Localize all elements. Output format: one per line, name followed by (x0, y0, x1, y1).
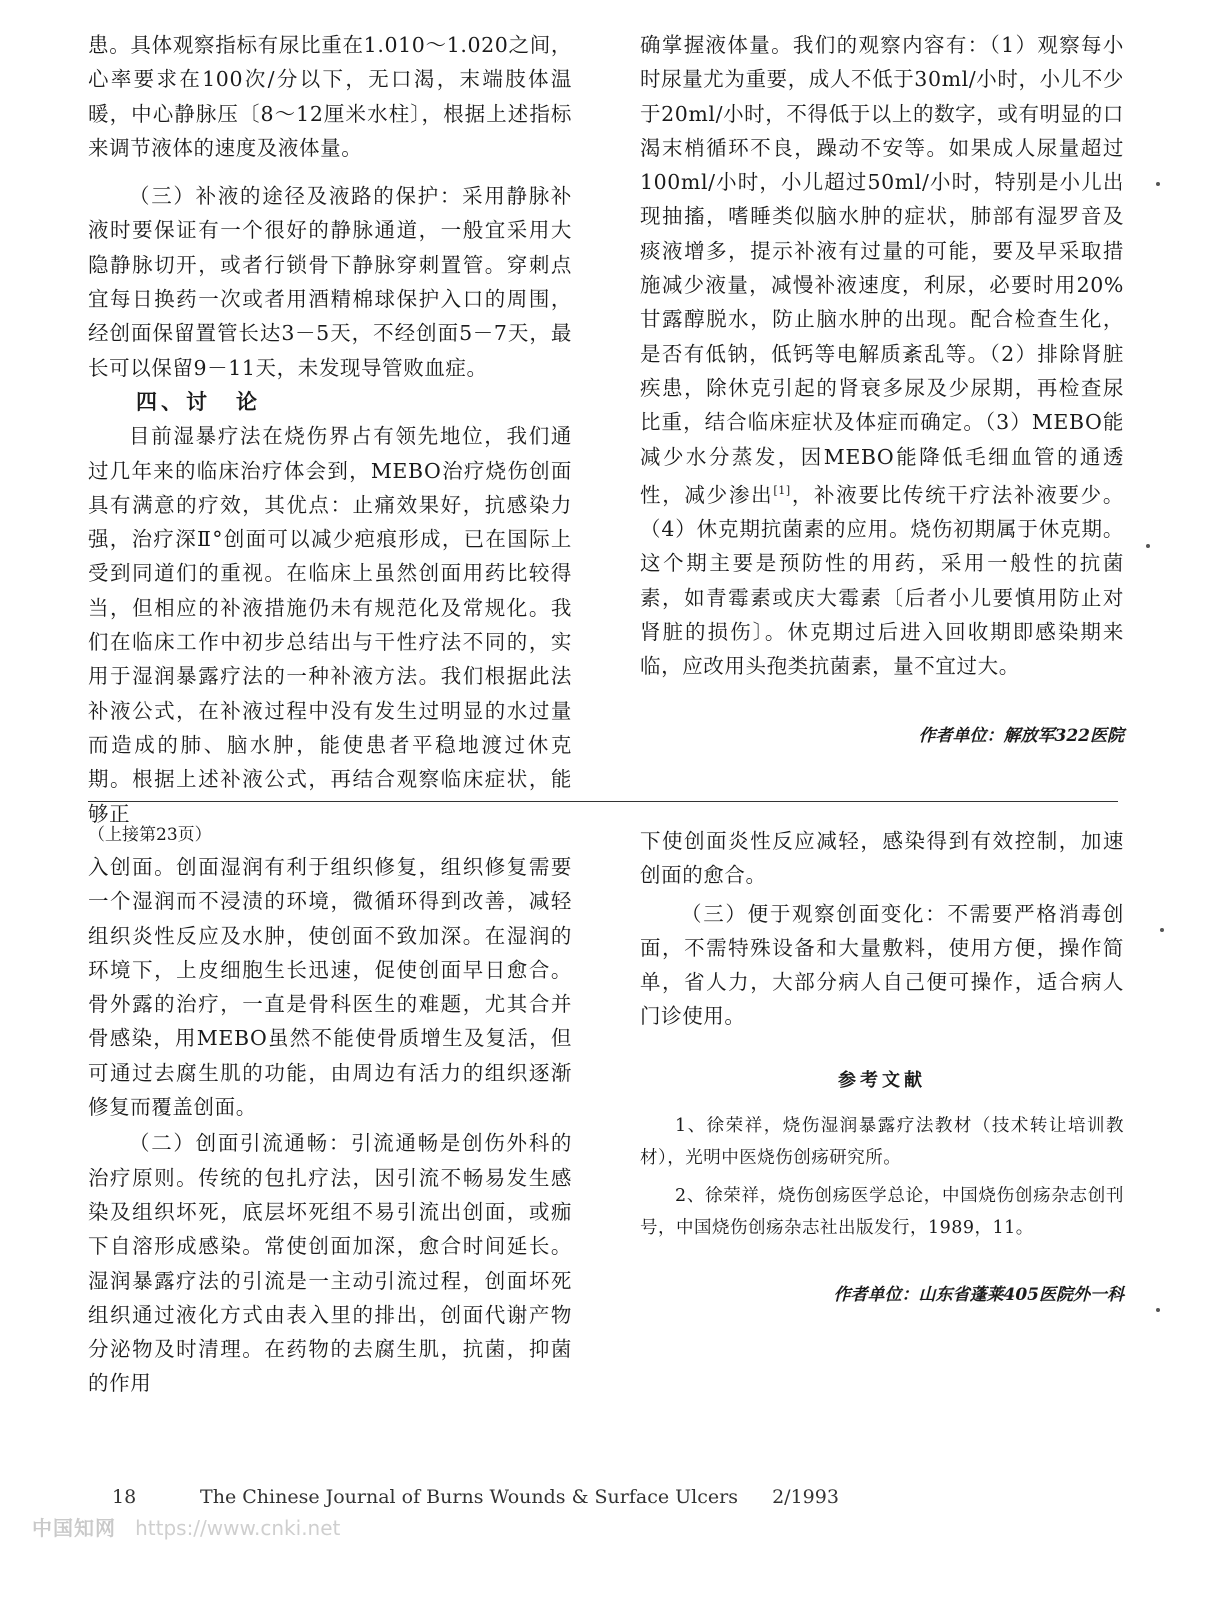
page-number: 18 (112, 1486, 137, 1508)
reference-item-1: 1、徐荣祥，烧伤湿润暴露疗法教材（技术转让培训教材），光明中医烧伤创疡研究所。 (640, 1115, 1124, 1168)
reference-item-2: 2、徐荣祥，烧伤创疡医学总论，中国烧伤创疡杂志创刊号，中国烧伤创疡杂志社出版发行，1989，11。 (640, 1185, 1124, 1238)
upper-right-text-part1: 确掌握液体量。我们的观察内容有：（1）观察每小时尿量尤为重要，成人不低于30ml/小时，小儿不少于20ml/小时，不得低于以上的数字，或有明显的口渴末梢循环不良，躁动不安等。如果成人尿量超过100ml/小时，小儿超过50ml/小时，特别是小儿出现抽搐，嗜睡类似脑水肿的症状，肺部有湿罗音及痰液增多，提示补液有过量的可能，要及早采取措施减少液量，减慢补液速度，利尿，必要时用20%甘露醇脱水，防止脑水肿的出现。配合检查生化，是否有低钠，低钙等电解质紊乱等。（2）排除肾脏疾患，除休克引起的肾衰多尿及少尿期，再检查尿比重，结合临床症状及体症而确定。（3）MEBO能减少水分蒸发，因MEBO能降低毛细血管的通透性，减少渗出 (640, 33, 1124, 507)
citation-ref-1: [1] (773, 483, 791, 497)
upper-left-paragraph-2: （三）补液的途径及液路的保护：采用静脉补液时要保证有一个很好的静脉通道，一般宜采用大隐静脉切开，或者行锁骨下静脉穿刺置管。穿刺点宜每日换药一次或者用酒精棉球保护入口的周围，经创面保留置管长达3－5天，不经创面5－7天，最长可以保留9－11天，未发现导管败血症。 (88, 184, 572, 380)
lower-affiliation: 作者单位：山东省蓬莱405医院外一科 (833, 1284, 1124, 1305)
journal-name: The Chinese Journal of Burns Wounds & Surface Ulcers (200, 1486, 738, 1508)
issue-number: 2/1993 (772, 1486, 839, 1508)
upper-right-paragraph (640, 28, 1124, 683)
lower-left-column (88, 820, 572, 1401)
lower-right-column (640, 824, 1124, 1305)
page-footer (112, 1486, 839, 1508)
scan-speck (1156, 1308, 1160, 1312)
watermark-url: https://www.cnki.net (135, 1516, 341, 1540)
lower-right-paragraph-1: 下使创面炎性反应减轻，感染得到有效控制，加速创面的愈合。 (640, 829, 1124, 888)
continued-from-label: （上接第23页） (88, 825, 212, 845)
lower-left-paragraph-2: （二）创面引流通畅：引流通畅是创伤外科的治疗原则。传统的包扎疗法，因引流不畅易发生感染及组织坏死，底层坏死组不易引流出创面，或痂下自溶形成感染。常使创面加深，愈合时间延长。湿润暴露疗法的引流是一主动引流过程，创面坏死组织通过液化方式由表入里的排出，创面代谢产物分泌物及时清理。在药物的去腐生肌，抗菌，抑菌的作用 (88, 1131, 572, 1396)
cnki-watermark (32, 1512, 340, 1541)
lower-right-paragraph-2: （三）便于观察创面变化：不需要严格消毒创面，不需特殊设备和大量敷料，使用方便，操作简单，省人力，大部分病人自己便可操作，适合病人门诊使用。 (640, 901, 1124, 1029)
scan-speck (1156, 182, 1160, 186)
upper-right-text-part2: ，补液要比传统干疗法补液要少。（4）休克期抗菌素的应用。烧伤初期属于休克期。这个期主要是预防性的用药，采用一般性的抗菌素，如青霉素或庆大霉素〔后者小儿要慎用防止对肾脏的损伤〕。休克期过后进入回收期即感染期来临，应改用头孢类抗菌素，量不宜过大。 (640, 482, 1125, 679)
scan-speck (1146, 544, 1150, 548)
lower-left-paragraph-1: 入创面。创面湿润有利于组织修复，组织修复需要一个湿润而不浸渍的环境，微循环得到改善，减轻组织炎性反应及水肿，使创面不致加深。在湿润的环境下，上皮细胞生长迅速，促使创面早日愈合。骨外露的治疗，一直是骨科医生的难题，尤其合并骨感染，用MEBO虽然不能使骨质增生及复活，但可通过去腐生肌的功能，由周边有活力的组织逐渐修复而覆盖创面。 (88, 855, 572, 1120)
scan-speck (1160, 928, 1164, 932)
upper-left-column (88, 28, 572, 831)
references-heading: 参考文献 (838, 1069, 926, 1091)
discussion-paragraph: 目前湿暴疗法在烧伤界占有领先地位，我们通过几年来的临床治疗体会到，MEBO治疗烧伤创面具有满意的疗效，其优点：止痛效果好，抗感染力强，治疗深Ⅱ°创面可以减少疤痕形成，已在国际上受到同道们的重视。在临床上虽然创面用药比较得当，但相应的补液措施仍未有规范化及常规化。我们在临床工作中初步总结出与干性疗法不同的，实用于湿润暴露疗法的一种补液方法。我们根据此法补液公式，在补液过程中没有发生过明显的水过量而造成的肺、脑水肿，能使患者平稳地渡过休克期。根据上述补液公式，再结合观察临床症状，能够正 (88, 424, 572, 826)
upper-right-column (640, 28, 1124, 746)
watermark-brand: 中国知网 (32, 1516, 116, 1540)
upper-affiliation: 作者单位：解放军322医院 (918, 726, 1124, 747)
discussion-heading: 四、讨 论 (136, 388, 261, 414)
upper-left-paragraph-1: 患。具体观察指标有尿比重在1.010～1.020之间，心率要求在100次/分以下，无口渴，末端肢体温暖，中心静脉压〔8～12厘米水柱〕，根据上述指标来调节液体的速度及液体量。 (88, 33, 572, 160)
section-divider (88, 801, 1118, 802)
